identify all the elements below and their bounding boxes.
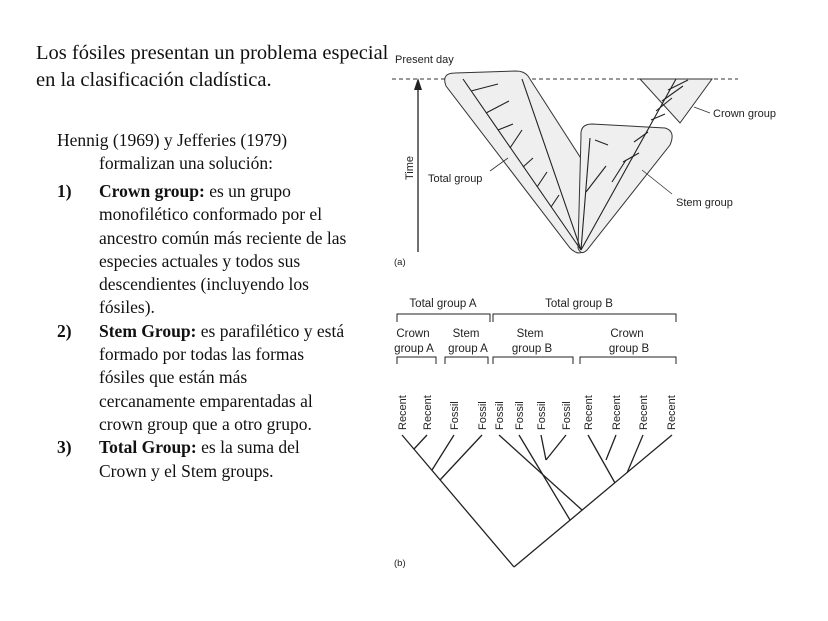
taxon-label-8: Fossil: [561, 401, 573, 430]
item-term: Stem Group:: [99, 320, 197, 341]
taxon-labels: [397, 395, 678, 430]
item-number: 2): [57, 320, 72, 341]
crown-group-a-label-1: Crown: [396, 328, 430, 340]
total-group-brackets: [397, 314, 676, 322]
stem-group-a-label-1: Stem: [452, 328, 480, 340]
item-number: 1): [57, 181, 72, 201]
taxon-label-2: Recent: [422, 395, 434, 430]
taxon-label-10: Recent: [611, 395, 623, 430]
crown-group-label: Crown group: [713, 108, 776, 120]
taxon-label-4: Fossil: [477, 401, 489, 430]
stem-group-b-label-1: Stem: [516, 328, 544, 340]
taxon-label-9: Recent: [583, 395, 595, 430]
item-term: Total Group:: [99, 437, 197, 458]
intro-line-1: Hennig (1969) y Jefferies (1979): [57, 130, 288, 150]
total-group-label: Total group: [428, 173, 483, 185]
crown-group-b-label-2: group B: [608, 343, 650, 355]
item-text: es un grupo monofilético conformado por el ancestro común más reciente de las especies actuales y todos sus descendientes (incluyendo los fósiles).: [99, 181, 347, 318]
taxon-label-12: Recent: [666, 395, 678, 430]
present-day-label: Present day: [395, 54, 454, 66]
slide-title: Los fósiles presentan un problema especial en la clasificación cladística.: [36, 42, 389, 91]
item-text: es parafilético y está formado por todas las formas fósiles que están más cercanamente emparentadas al crown group que a otro grupo.: [99, 320, 345, 434]
taxon-label-7: Fossil: [536, 401, 548, 430]
stem-group-a-label-2: group A: [448, 343, 488, 355]
total-group-leader: [490, 158, 508, 171]
item-text: es la suma del Crown y el Stem groups.: [99, 437, 300, 481]
total-group-a-label: Total group A: [409, 298, 477, 310]
time-label: Time: [404, 155, 416, 180]
time-arrowhead: [414, 78, 422, 90]
sub-group-brackets: [397, 357, 676, 364]
crown-group-leader: [694, 107, 710, 113]
figure-a: [392, 54, 776, 268]
taxon-label-1: Recent: [397, 395, 409, 430]
panel-a-label: (a): [394, 257, 406, 268]
total-group-b-label: Total group B: [545, 298, 613, 310]
taxon-label-5: Fossil: [494, 401, 506, 430]
taxon-label-6: Fossil: [514, 401, 526, 430]
figure-b: [394, 298, 678, 569]
panel-b-label: (b): [394, 558, 406, 569]
item-number: 3): [57, 437, 72, 458]
stem-group-label: Stem group: [676, 197, 733, 209]
taxon-label-3: Fossil: [449, 401, 461, 430]
intro-line-2: formalizan una solución:: [99, 153, 273, 173]
stem-group-outline: [578, 124, 672, 253]
crown-group-a-label-2: group A: [394, 343, 434, 355]
crown-group-b-label-1: Crown: [610, 328, 644, 340]
cladogram-branches: [402, 435, 672, 567]
stem-group-leader: [642, 170, 672, 194]
item-term: Crown group:: [99, 181, 205, 201]
taxon-label-11: Recent: [638, 395, 650, 430]
stem-group-b-label-2: group B: [511, 343, 553, 355]
total-group-outline: [445, 71, 588, 253]
